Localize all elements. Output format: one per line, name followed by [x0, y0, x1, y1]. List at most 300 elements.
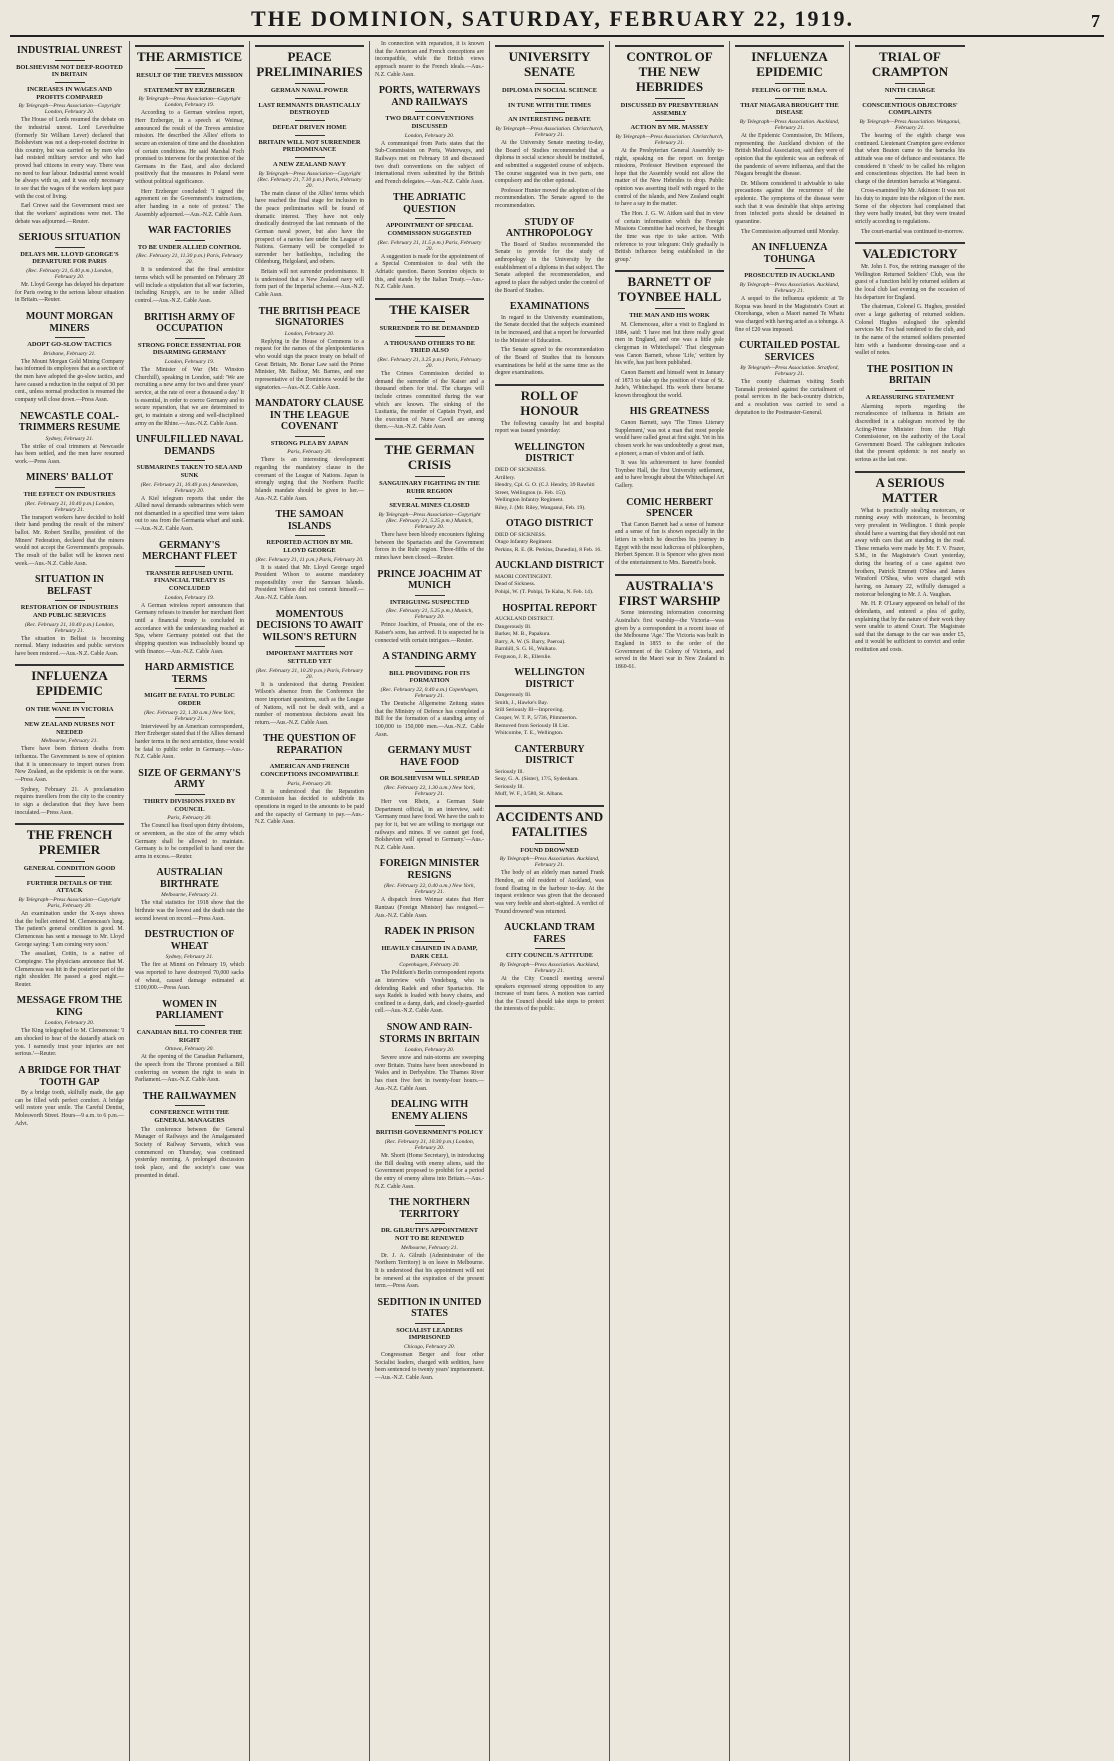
article-subheadline: STRONG PLEA BY JAPAN — [270, 439, 349, 447]
headline-rule — [415, 218, 445, 219]
headline-rule — [175, 68, 205, 69]
article-subheadline: ON THE WANE IN VICTORIA — [25, 706, 114, 714]
article-dateline: (Rec. February 22, 0.40 a.m.) New York, February 21. — [384, 883, 475, 896]
list-item: Dangerously Ill. — [495, 692, 532, 699]
article-paragraph: Herr Erzberger concluded: 'I signed the agreement on the Government's instructions, after handing in a note of protest.' The Assembly adjourned.—Aus.-N.Z. Cable Assn. — [135, 188, 244, 218]
article-paragraph: It is understood that the Reparation Commission has decided to subdivide its operations in regard to the amounts to be paid and the capacity of Germany to pay.—Aus.-N.Z. Cable Assn. — [255, 788, 364, 826]
article-subheadline: ACTION BY MR. MASSEY — [630, 124, 709, 132]
article-paragraph: Herr von Rhein, a German State Department official, in an interview, said: 'Germany must have food. We have the cash to pay for it, but we are willing to mortgage our railways and mines. If we cannot get food, Bolshevism will spread to Germany.'—Aus.-N.Z. Cable Assn. — [375, 799, 484, 851]
list-item: Smith, J., Hawke's Bay. — [495, 699, 549, 706]
column-7 — [730, 41, 850, 1761]
article — [855, 45, 965, 236]
article-headline: HARD ARMISTICE TERMS — [144, 662, 235, 685]
article — [495, 384, 604, 436]
article — [135, 434, 244, 534]
headline-rule — [415, 476, 445, 477]
article-paragraph: The situation in Belfast is becoming normal. Many industries and public services have been restored.—Aus.-N.Z. Cable Assn. — [15, 635, 124, 657]
list-item: Muff, W. F., 3/580, St. Albans. — [495, 791, 564, 798]
article-subheadline: DISCUSSED BY PRESBYTERIAN ASSEMBLY — [620, 101, 719, 117]
article-headline: SNOW AND RAIN-STORMS IN BRITAIN — [379, 1022, 480, 1045]
list-item: Pohipi, W. (T. Pohipi, Te Kaha, N. Feb. 14). — [495, 588, 594, 595]
article-subheadline: NEW ZEALAND NURSES NOT NEEDED — [24, 721, 115, 736]
article-subheadline: FURTHER DETAILS OF THE ATTACK — [26, 879, 113, 895]
article-headline: WAR FACTORIES — [147, 225, 232, 237]
article-headline: A SERIOUS MATTER — [855, 471, 965, 506]
headline-rule — [175, 688, 205, 689]
headline-rule — [415, 666, 445, 667]
article-dateline: Copenhagen, February 20. — [399, 962, 460, 969]
article-dateline: By Telegraph—Press Association. Auckland, February 21. — [499, 961, 600, 974]
article-paragraph: Replying in the House of Commons to a request for the names of the plenipotentiaries who would sign the peace treaty on behalf of Great Britain, Mr. Bonar Law said the Prime Minister, Mr. Balfour, Mr. Barnes, and one representative of the Dominions would be the signatories.—Aus.-N.Z. Cable Assn. — [255, 338, 364, 391]
article-subheadline: HEAVILY CHAINED IN A DAMP, DARK CELL — [381, 944, 478, 960]
article-paragraph: There have been thirteen deaths from influenza. The Government is now of opinion that it is unnecessary to import nurses from New Zealand, as the epidemic is on the wane.—Press Assn. — [15, 746, 124, 783]
article-headline: MOMENTOUS DECISIONS TO AWAIT WILSON'S RETURN — [256, 608, 363, 643]
article-subheadline: CANADIAN BILL TO CONFER THE RIGHT — [136, 1028, 243, 1044]
article-paragraph: It is understood that the final armistice terms which will be presented on February 28 will include a stipulation that all war factories, including Krupp's, are to be under Allied control.—Aus.-N.Z. Cable Assn. — [135, 267, 244, 305]
article — [495, 744, 604, 799]
article-subheadline: CONSCIENTIOUS OBJECTORS' COMPLAINTS — [862, 101, 958, 117]
article-subheadline: APPOINTMENT OF SPECIAL COMMISSION SUGGESTED — [385, 222, 474, 238]
article-dateline: By Telegraph—Press Association—Copyright Paris, February 20. — [18, 897, 121, 910]
article — [135, 312, 244, 429]
article-headline: FOREIGN MINISTER RESIGNS — [379, 858, 480, 881]
article — [135, 45, 244, 219]
headline-rule — [535, 948, 565, 949]
article-headline: DESTRUCTION OF WHEAT — [144, 929, 235, 952]
article — [135, 662, 244, 762]
list-item: DIED OF SICKNESS. — [495, 466, 547, 473]
article-headline: MOUNT MORGAN MINERS — [25, 311, 114, 334]
list-item: Dead of Sickness. — [495, 581, 536, 588]
article-paragraph: Alarming reports regarding the recrudescence of influenza in Britain are discredited in a cablegram received by the Acting-Prime Minister from the High Commissioner, on the authority of the Local Government Board. The cablegram indicates that the present epidemic is not nearly so serious as the last one. — [855, 403, 965, 464]
headline-rule — [415, 941, 445, 942]
headline-rule — [295, 98, 325, 99]
article-paragraph: The fire at Minmi on February 19, which was reported to have destroyed 70,000 sacks of wheat, caused damage estimated at £100,000.—Press Assn. — [135, 962, 244, 992]
column-2 — [130, 41, 250, 1761]
article-dateline: Sydney, February 21. — [165, 954, 214, 961]
article-headline: AUSTRALIAN BIRTHRATE — [156, 867, 223, 890]
article-subheadline: SANGUINARY FIGHTING IN THE RUHR REGION — [379, 480, 480, 495]
article-dateline: (Rec. February 21, 10.20 p.m.) Paris, February 20. — [256, 667, 363, 680]
article-subheadline: GERMAN NAVAL POWER — [270, 86, 349, 94]
article-headline: AUCKLAND TRAM FARES — [504, 922, 595, 945]
headline-rule — [895, 83, 925, 84]
article — [15, 472, 124, 568]
article — [15, 411, 124, 467]
headline-rule — [415, 1125, 445, 1126]
article-paragraph: The court-martial was continued to-morrow. — [861, 228, 964, 235]
article-paragraph: By a bridge tooth, skilfully made, the gap can be filled with perfect comfort. A bridge will restore your smile. The Careful Dentist, Molesworth Street. Hours—9 a.m. to 6 p.m.—Advt. — [15, 1090, 124, 1127]
article-paragraph: In regard to the University examinations, the Senate decided that the subjects examined in be increased, and that a report be forwarded to the Minister of Education. — [495, 314, 604, 344]
article-paragraph: The Politiken's Berlin correspondent reports an interview with Vendeburg, who is defending Radek and other Spartacists. He says Radek is loaded with heavy chains, and confined in a damp, dark, and closely-guarded cell.—Aus.-N.Z. Cable Assn. — [375, 970, 484, 1015]
article-subheadline: STATEMENT BY ERZBERGER — [143, 86, 236, 94]
article-paragraph: The main clause of the Allies' terms which have reached the final stage for inclusion in the peace preliminaries will be found of dramatic interest. They have not only drastically destroyed the last remnants of the German naval power, but also have the prospect of a navies fare under the League of Nations. Germany will be compelled to surrender her battleships, including the Oldenburg, Helgoland, and others. — [255, 190, 364, 266]
article-headline: THE ADRIATIC QUESTION — [393, 192, 466, 215]
article-paragraph: A dispatch from Weimar states that Herr Rantzau (Foreign Minister) has resigned.—Aus.-N.Z. Cable Assn. — [375, 897, 484, 919]
list-item: Cooper, W. T. P., 5/736, Plimmerton. — [495, 714, 578, 721]
article-paragraph: The Mount Morgan Gold Mining Company has informed its employees that as a section of the men have adopted the go-slow tactics, and have caused a reduction in the output of 30 per cent., unless normal production is resumed the company will close down.—Press Assn. — [15, 358, 124, 403]
article-paragraph: The strike of coal trimmers at Newcastle has been settled, and the men have resumed work.—Press Assn. — [15, 443, 124, 465]
article-paragraph: Canon Barnett, says 'The Times Literary Supplement,' was not a man that most people would have called great at first sight. Yet in his chosen work he was undoubtedly a great man, a pioneer, a man of vision and of faith. — [615, 419, 724, 457]
list-item: Wellington Infantry Regiment. — [495, 497, 564, 504]
headline-rule — [775, 83, 805, 84]
article-headline: ROLL OF HONOUR — [495, 384, 604, 419]
article-headline: COMIC HERBERT SPENCER — [626, 496, 713, 520]
article-paragraph: A suggestion is made for the appointment of a Special Commission to deal with the Adriatic question. Baron Sonnino objects to this, and stands by the Italian Treaty.—Aus.-N.Z. Cable Assn. — [375, 253, 484, 291]
article-paragraph: A Kiel telegram reports that under the Allied naval demands submarines which were not dismantled in a specified time were taken out to sea from the Germania wharf and sunk.—Aus.-N.Z. Cable Assn. — [135, 495, 244, 533]
article-paragraph: At the University Senate meeting to-day, the Board of Studies recommended that a diploma in social science should be instituted, and submitted a suggested course of subjects. The course suggested was in two parts, one compulsory and the other optional. — [495, 139, 604, 185]
masthead — [10, 6, 1104, 37]
article-headline: INFLUENZA EPIDEMIC — [15, 664, 124, 699]
article-paragraph: At the Epidemic Commission, Dr. Milsom, representing the Auckland division of the British Medical Association, said they were of opinion that the epidemic was an outbreak of the pandemic of severe influenza, and that the Niagara brought the disease. — [735, 132, 844, 178]
headline-rule — [415, 498, 445, 499]
article — [15, 995, 124, 1059]
article-subheadline: BRITISH GOVERNMENT'S POLICY — [375, 1129, 484, 1137]
article-subheadline: SUBMARINES TAKEN TO SEA AND SUNK — [136, 464, 243, 479]
article — [495, 560, 604, 596]
article-headline: MINERS' BALLOT — [26, 472, 113, 484]
article-headline: INFLUENZA EPIDEMIC — [735, 45, 844, 80]
article-subheadline: SEVERAL MINES CLOSED — [389, 502, 470, 510]
article-subheadline: STRONG FORCE ESSENTIAL FOR DISARMING GERMANY — [137, 341, 242, 357]
article-dateline: Melbourne, February 21. — [41, 738, 98, 745]
article-subheadline: AMERICAN AND FRENCH CONCEPTIONS INCOMPATIBLE — [260, 763, 359, 779]
article — [855, 364, 965, 465]
list-item: Still Seriously Ill—Improving. — [495, 707, 564, 714]
article-paragraph: Severe snow and rain-storms are sweeping over Britain. Trains have been snowbound in Wales and in Derbyshire. The Thames River has risen five feet in twenty-four hours.—Aus.-N.Z. Cable Assn. — [375, 1055, 484, 1092]
article-paragraph: There have been bloody encounters fighting between the Spartacists and the Government forces in the Ruhr region. Three-fifths of the mines have been closed.—Reuter. — [375, 532, 484, 561]
article-dateline: Paris, February 20. — [167, 815, 212, 822]
article — [375, 438, 484, 563]
article — [495, 217, 604, 295]
list-item: Riley, J. (Mr. Riley, Wanganui, Feb. 19). — [495, 504, 586, 511]
article-headline: WELLINGTON DISTRICT — [514, 441, 585, 465]
headline-rule — [415, 1223, 445, 1224]
article-dateline: (Rec. February 21, 10.40 p.m.) London, February 21. — [24, 621, 115, 634]
casualty-list — [495, 692, 604, 737]
article-headline: PORTS, WATERWAYS AND RAILWAYS — [378, 85, 481, 108]
article-paragraph: The chairman, Colonel G. Hughes, presided over a large gathering of returned soldiers. Colonel Hughes eulogised the splendid services Mr. Fox had rendered to the club, and in the name of the returned soldiers presented him with a handsome dressing-case and a wallet of notes. — [855, 304, 965, 357]
article-paragraph: Congressman Berger and four other Socialist leaders, charged with sedition, have been sentenced to twenty years' imprisonment.—Aus.-N.Z. Cable Assn. — [375, 1352, 484, 1382]
article-paragraph: What is practically stealing motorcars, or running away with motorcars, is becoming very prevalent in Wellington. I think people should have a warning that they should not run away with cars that are standing in the road. These remarks were made by Mr. F. V. Frazer, S.M., in the Magistrate's Court yesterday, during the hearing of a case against two brothers, Patrick Emmett O'Shea and James Winsford O'Shea, who were charged with having, on January 22, wilfully damaged a motorcar belonging to Mr. J. A. Vaughan. — [855, 507, 965, 598]
list-item: Removed from Seriously Ill List. — [495, 722, 570, 729]
article — [495, 301, 604, 378]
article-paragraph: At the City Council meeting several speakers expressed strong opposition to any increase of tram fares. A motion was carried that the Council should take steps to protect the interests of the public. — [495, 975, 604, 1013]
article-dateline: Paris, February 20. — [287, 780, 332, 787]
article-dateline: By Telegraph—Press Association—Copyright (Rec. February 21, 7.10 p.m.) Paris, February 20. — [257, 170, 362, 189]
headline-rule — [55, 702, 85, 703]
headline-rule — [55, 876, 85, 877]
article-subheadline: BRITAIN WILL NOT SURRENDER PREDOMINANCE — [258, 138, 361, 154]
article-subheadline: DELAYS MR. LLOYD GEORGE'S DEPARTURE FOR PARIS — [20, 250, 119, 266]
article-headline: RADEK IN PRISON — [384, 926, 475, 938]
column-6 — [610, 41, 730, 1761]
article — [15, 232, 124, 305]
article-subheadline: NINTH CHARGE — [884, 86, 936, 94]
article-headline: THE GERMAN CRISIS — [375, 438, 484, 473]
article-dateline: Paris, February 20. — [287, 449, 332, 456]
article — [255, 398, 364, 503]
article-paragraph: The assailant, Cottin, is a native of Compiegne. The physicians announce that M. Clemenceau was hit in the posterior part of the right shoulder. He passed a good night.—Reuter. — [15, 951, 124, 988]
headline-rule — [895, 98, 925, 99]
article-headline: THE ARMISTICE — [135, 45, 244, 65]
article-headline: SIZE OF GERMANY'S ARMY — [138, 767, 241, 791]
article-paragraph: M. Clemenceau, after a visit to England in 1884, said: 'I have met but three really great men in England, and one was a little pale clergyman in Whitechapel.' That clergyman was Canon Barnett, whose 'Life,' written by his wife, has just been published. — [615, 322, 724, 367]
headline-rule — [55, 717, 85, 718]
article-paragraph: Some interesting information concerning Australia's first warship—the Victoria—was given by a correspondent in a recent issue of the Melbourne 'Age.' The Victoria was built in England in 1855 to the order of the Government of the Colony of Victoria, and served in the Maori war in New Zealand in 1860-61. — [615, 610, 724, 670]
article-paragraph: At the Presbyterian General Assembly to-night, speaking on the report on foreign missions, Professor Hewitson expressed the hope that the Assembly would not allow the matter of the New Hebrides to drop. Public opinion was asserting itself with regard to the control of the islands, and New Zealand ought to have a say in the matter. — [615, 147, 724, 208]
article-subheadline: IN TUNE WITH THE TIMES — [508, 101, 591, 109]
article — [495, 518, 604, 554]
headline-rule — [175, 794, 205, 795]
article — [135, 867, 244, 923]
article-subheadline: PROSECUTED IN AUCKLAND — [744, 272, 835, 280]
article — [615, 406, 724, 490]
article — [375, 1297, 484, 1383]
article-dateline: (Rec. February 21, 10.40 p.m.) Amsterdam, February 20. — [140, 481, 239, 494]
article — [135, 540, 244, 657]
article-headline: UNIVERSITY SENATE — [495, 45, 604, 80]
article-dateline: London, February 20. — [44, 1020, 95, 1027]
list-item: Seriously Ill. — [495, 768, 524, 775]
article-headline: UNFULFILLED NAVAL DEMANDS — [135, 434, 244, 457]
article-dateline: (Rec. February 21, 3.25 p.m.) Paris, February 20. — [377, 357, 482, 369]
article-paragraph: The Hon. J. G. W. Aitken said that in view of certain information which the Foreign Missions Committee had received, he thought the time was ripe to take action. 'With reference to your telegram: Only gradually is British influence being established in the group.' — [615, 211, 724, 263]
article-headline: VALEDICTORY — [855, 242, 965, 262]
article — [135, 1091, 244, 1180]
article-headline: OTAGO DISTRICT — [505, 518, 594, 530]
article-dateline: (Rec. February 21, 5.25 p.m.) Munich, February 20. — [386, 608, 473, 621]
article — [495, 922, 604, 1014]
article-headline: AN INFLUENZA TOHUNGA — [751, 242, 828, 265]
article-paragraph: Mr. H. P. O'Leary appeared on behalf of the defendants, and entered a plea of guilty, explaining that by the nature of their work they were unable to attend Court. The Magistrate said that the damage to the car was under £5, and it would be sufficient to convict and order restitution and costs. — [855, 601, 965, 654]
headline-rule — [295, 646, 325, 647]
article-subheadline: THE MAN AND HIS WORK — [629, 312, 710, 320]
article-headline: WELLINGTON DISTRICT — [514, 667, 585, 690]
article — [735, 45, 844, 236]
article-paragraph: A German wireless report announces that Germany refuses to transfer her merchant fleet until a financial treaty is concluded in accordance with the understanding reached at Spa, where Germany pointed out that the shipping question was indissolubly bound up with finance.—Aus.-N.Z. Cable Assn. — [135, 602, 244, 655]
article — [135, 999, 244, 1085]
article — [375, 41, 484, 79]
article-paragraph: The Minister of War (Mr. Winston Churchill), speaking in London, said: 'We are recruiting a new army for two and three years' service, at the rate of over a thousand a day.' It is essential, in order to coerce Germany and to secure reparation, that we are determined to get, to maintain a strong and well-disciplined army on the Rhine.—Aus.-N.Z. Cable Assn. — [135, 367, 244, 427]
article — [15, 311, 124, 405]
headline-rule — [175, 1105, 205, 1106]
article-subheadline: INTRIGUING SUSPECTED — [389, 598, 470, 606]
article — [255, 45, 364, 300]
article-subheadline: LAST REMNANTS DRASTICALLY DESTROYED — [258, 101, 361, 117]
article — [375, 858, 484, 920]
article-subheadline: FOUND DROWNED — [520, 846, 579, 854]
headline-rule — [775, 98, 805, 99]
headline-rule — [655, 308, 685, 309]
article — [135, 768, 244, 862]
casualty-list — [495, 532, 604, 555]
article — [735, 340, 844, 417]
headline-rule — [175, 566, 205, 567]
article-headline: MANDATORY CLAUSE IN THE LEAGUE COVENANT — [255, 398, 364, 433]
article-headline: THE QUESTION OF REPARATION — [263, 733, 356, 756]
headline-rule — [775, 268, 805, 269]
list-item: Ferguson, J. R., Ellerslie. — [495, 653, 552, 660]
article — [15, 45, 124, 226]
headline-rule — [415, 1323, 445, 1324]
article — [495, 603, 604, 662]
article-subheadline: TWO DRAFT CONVENTIONS DISCUSSED — [385, 115, 474, 130]
article-paragraph: The vital statistics for 1918 show that the birthrate was the lowest and the death rate the second lowest on record.—Press Assn. — [135, 900, 244, 922]
article-headline: BRITISH ARMY OF OCCUPATION — [144, 311, 235, 335]
article-dateline: London, February 19. — [164, 594, 215, 601]
article-paragraph: The transport workers have decided to hold their hand pending the result of the miners' ballot. Mr. Robert Smillie, president of the Miners' Federation, declared that the miners would not accept the Government's proposals. The result of the ballot will be known next week.—Aus.-N.Z. Cable Assn. — [15, 514, 124, 567]
headline-rule — [295, 83, 325, 84]
article-subheadline: THAT NIAGARA BROUGHT THE DISEASE — [740, 101, 839, 117]
article-dateline: London, February 20. — [404, 132, 455, 139]
article-subheadline: REPORTED ACTION BY MR. LLOYD GEORGE — [266, 539, 353, 554]
article-headline: PEACE PRELIMINARIES — [255, 45, 364, 80]
headline-rule — [655, 98, 685, 99]
article-paragraph: Dr. J. A. Gilruth (Administrator of the Northern Territory) is on leave in Melbourne. It is understood that his appointment will not be renewed at the expiration of the present term.—Press Assn. — [375, 1252, 484, 1290]
article-paragraph: Professor Hunter moved the adoption of the recommendation. The Senate agreed to the recommendation. — [495, 187, 604, 210]
article-paragraph: Interviewed by an American correspondent, Herr Erzberger stated that if the Allies demand harder terms in the next armistice, these would be fatal to public order in Germany.—Aus.-N.Z. Cable Assn. — [135, 723, 244, 761]
article-paragraph: Prince Joachim, of Prussia, one of the ex-Kaiser's sons, has arrived. It is suspected he is connected with certain intrigues.—Reuter. — [375, 622, 484, 644]
headline-rule — [175, 1025, 205, 1026]
page-number: 7 — [1091, 11, 1100, 31]
headline-rule — [55, 600, 85, 601]
article-paragraph: In connection with reparation, it is known that the American and French conceptions are incompatible, while the British views approach nearer to the French ideals.—Aus.-N.Z. Cable Assn. — [375, 41, 484, 78]
article — [375, 926, 484, 1016]
article-subheadline: FEELING OF THE B.M.A. — [751, 86, 828, 94]
article-subheadline: A REASSURING STATEMENT — [865, 393, 955, 401]
column-4 — [370, 41, 490, 1761]
article — [495, 45, 604, 211]
masthead-title: THE DOMINION, SATURDAY, FEBRUARY 22, 1919. — [251, 6, 854, 31]
article-paragraph: Mr. Lloyd George has delayed his departure for Paris owing to the serious labour situation in Britain.—Reuter. — [15, 282, 124, 304]
article-dateline: Sydney, February 21. — [45, 435, 94, 442]
list-item: Otago Infantry Regiment. — [495, 539, 553, 546]
article-dateline: London, February 20. — [404, 1047, 455, 1054]
article-paragraph: An examination under the X-rays shows that the bullet entered M. Clemenceau's lung. The patient's general condition is good. M. Clemenceau has sent a message to Mr. Lloyd George saying: 'I am coming very soon.' — [15, 911, 124, 948]
list-item: Whitcombe, T. E., Wellington. — [495, 730, 564, 737]
article — [375, 569, 484, 646]
article-dateline: (Rec. February 22, 1.30 a.m.) New York, February 21. — [384, 785, 475, 797]
headline-rule — [535, 98, 565, 99]
article-subheadline: RESULT OF THE TREVES MISSION — [136, 71, 243, 79]
article-dateline: Chicago, February 20. — [403, 1344, 456, 1351]
list-item: Barker, M. B., Papakura. — [495, 631, 551, 638]
article — [375, 85, 484, 186]
headline-rule — [175, 338, 205, 339]
article-headline: MESSAGE FROM THE KING — [16, 995, 123, 1018]
article-subheadline: MIGHT BE FATAL TO PUBLIC ORDER — [144, 692, 235, 707]
article — [375, 1022, 484, 1093]
list-item: Hendry, Cpl. G. O. (C.J. Hendry, 39 Rawhiti Street, Wellington (n. Feb. 15)). — [495, 482, 595, 496]
column-3 — [250, 41, 370, 1761]
headline-rule — [175, 460, 205, 461]
headline-rule — [415, 336, 445, 337]
article — [375, 1197, 484, 1291]
article-dateline: London, February 19. — [164, 359, 215, 366]
article — [375, 298, 484, 432]
article-headline: GERMANY MUST HAVE FOOD — [387, 745, 472, 768]
article-paragraph: Mr. Shortt (Home Secretary), in introducing the Bill dealing with enemy aliens, said the Government proposed to prohibit for a period the entry of enemy aliens into Britain.—Aus.-N.Z. Cable Assn. — [375, 1153, 484, 1190]
article-subheadline: DEFEAT DRIVEN HOME — [272, 123, 347, 131]
article — [255, 733, 364, 827]
article-dateline: By Telegraph—Press Association. Christchurch, February 21. — [615, 133, 724, 146]
article-dateline: By Telegraph—Press Association—Copyright London, February 19. — [138, 96, 241, 109]
article-subheadline: CITY COUNCIL'S ATTITUDE — [505, 952, 593, 960]
headline-rule — [655, 120, 685, 121]
article-headline: CONTROL OF THE NEW HEBRIDES — [615, 45, 724, 95]
article-dateline: Ottawa, February 20. — [165, 1046, 214, 1053]
article-headline: THE FRENCH PREMIER — [15, 823, 124, 858]
article-headline: GERMANY'S MERCHANT FLEET — [142, 539, 237, 563]
article-subheadline: TRANSFER REFUSED UNTIL FINANCIAL TREATY IS CONCLUDED — [145, 569, 234, 593]
article-subheadline: DR. GILRUTH'S APPOINTMENT NOT TO BE RENEWED — [380, 1227, 479, 1242]
article-paragraph: At the opening of the Canadian Parliament, the speech from the Throne promised a Bill conferring on women the right to seats in Parliament.—Aus.-N.Z. Cable Assn. — [135, 1054, 244, 1084]
article-paragraph: The county chairman visiting South Taranaki protested against the curtailment of postal services in the back-country districts, and a resolution was carried to send a deputation to the Postmaster-General. — [735, 379, 844, 416]
article-dateline: By Telegraph—Press Association—Copyright (Rec. February 21, 5.25 p.m.) Munich, February 20. — [378, 512, 481, 531]
article — [255, 306, 364, 392]
headline-rule — [415, 595, 445, 596]
article-dateline: London, February 20. — [284, 330, 335, 337]
list-item: MAORI CONTINGENT. — [495, 573, 553, 580]
list-item: Barry, A. W. (S. Barry, Paeroa). — [495, 638, 566, 645]
article-subheadline: AN INTERESTING DEBATE — [508, 116, 591, 124]
article-paragraph: The Senate agreed to the recommendation of the Board of Studies that its honours examinations be held at the same time as the degree examinations. — [495, 347, 604, 377]
article-paragraph: A sequel to the influenza epidemic at Te Kopua was heard in the Magistrate's Court at Otorohanga, when a Maori named Te Whatu was charged with having acted as a tohunga. A fine of £20 was imposed. — [735, 295, 844, 333]
headline-rule — [55, 60, 85, 61]
article — [495, 667, 604, 737]
list-item: Seriously Ill. — [495, 783, 524, 790]
article-headline: PRINCE JOACHIM AT MUNICH — [377, 568, 482, 592]
article-dateline: (Rec. February 22, 1.30 a.m.) New York, February 21. — [144, 709, 235, 722]
article-subheadline: IMPORTANT MATTERS NOT SETTLED YET — [265, 650, 354, 665]
article-paragraph: The House of Lords resumed the debate on the industrial unrest. Lord Leverhulme (formerly Sir William Lever) declared that Bolshevism was not a deep-rooted doctrine in this country, but was carried on by men who had resisted military service and who had proved bad citizens in every way. There was no need to fear labour. Industrial unrest would be always with us, and it was only necessary to see that the wages of the workers kept pace with the cost of living. — [15, 117, 124, 200]
article-paragraph: The Commission adjourned until Monday. — [741, 228, 840, 235]
article — [615, 497, 724, 568]
article-dateline: (Rec. February 21, 11 p.m.) Paris, February 20. — [255, 556, 364, 563]
headline-rule — [295, 535, 325, 536]
article-headline: INDUSTRIAL UNREST — [16, 45, 123, 56]
article-dateline: By Telegraph—Press Association. Auckland, February 21. — [739, 281, 840, 294]
casualty-list — [495, 574, 604, 597]
headline-rule — [55, 82, 85, 83]
article-headline: SERIOUS SITUATION — [18, 232, 121, 244]
article — [495, 805, 604, 916]
article-subheadline: CONFERENCE WITH THE GENERAL MANAGERS — [149, 1109, 230, 1125]
article-dateline: Melbourne, February 21. — [161, 892, 218, 899]
article-paragraph: The Deutsche Allgemeine Zeitung states that the Ministry of Defence has completed a Bill for the formation of a standing army of 100,000 to 150,000 men.—Aus.-N.Z. Cable Assn. — [375, 701, 484, 738]
article-headline: ACCIDENTS AND FATALITIES — [495, 805, 604, 840]
article-subheadline: ADOPT GO-SLOW TACTICS — [27, 341, 112, 349]
list-item: AUCKLAND DISTRICT. — [495, 616, 554, 623]
headline-rule — [895, 390, 925, 391]
article-paragraph: According to a German wireless report, Herr Erzberger, in a speech at Weimar, announced the result of the Treves armistice mission. He described the Allies' efforts to secure an extension of time and the dissolution of certain conditions. He said Marshal Foch promised to intervene for the protection of the Germans in the East, and also declared positively that the measures in Poland were without political significance. — [135, 110, 244, 186]
article-dateline: Melbourne, February 21. — [401, 1244, 458, 1251]
article-headline: DEALING WITH ENEMY ALIENS — [390, 1099, 469, 1122]
article-paragraph: Canon Barnett and himself went in January of 1873 to take up the position of vicar of St. Jude's, Whitechapel. His work there became known throughout the world. — [615, 369, 724, 399]
article-paragraph: The King telegraphed to M. Clemenceau: 'I am shocked to hear of the dastardly attack on you. I earnestly trust your injuries are not serious.'—Reuter. — [15, 1028, 124, 1058]
article — [15, 1065, 124, 1128]
article-headline: EXAMINATIONS — [509, 301, 590, 313]
article-subheadline: INCREASES IN WAGES AND PROFITS COMPARED — [27, 85, 112, 101]
headline-rule — [415, 321, 445, 322]
article-dateline: (Rec. February 21, 10.40 p.m.) London, February 21. — [24, 500, 115, 513]
headline-rule — [295, 157, 325, 158]
article-dateline: By Telegraph—Press Association. Wanganui, February 21. — [859, 118, 961, 131]
article-headline: AUSTRALIA'S FIRST WARSHIP — [615, 574, 724, 609]
article — [615, 45, 724, 264]
article-headline: NEWCASTLE COAL-TRIMMERS RESUME — [18, 410, 121, 434]
